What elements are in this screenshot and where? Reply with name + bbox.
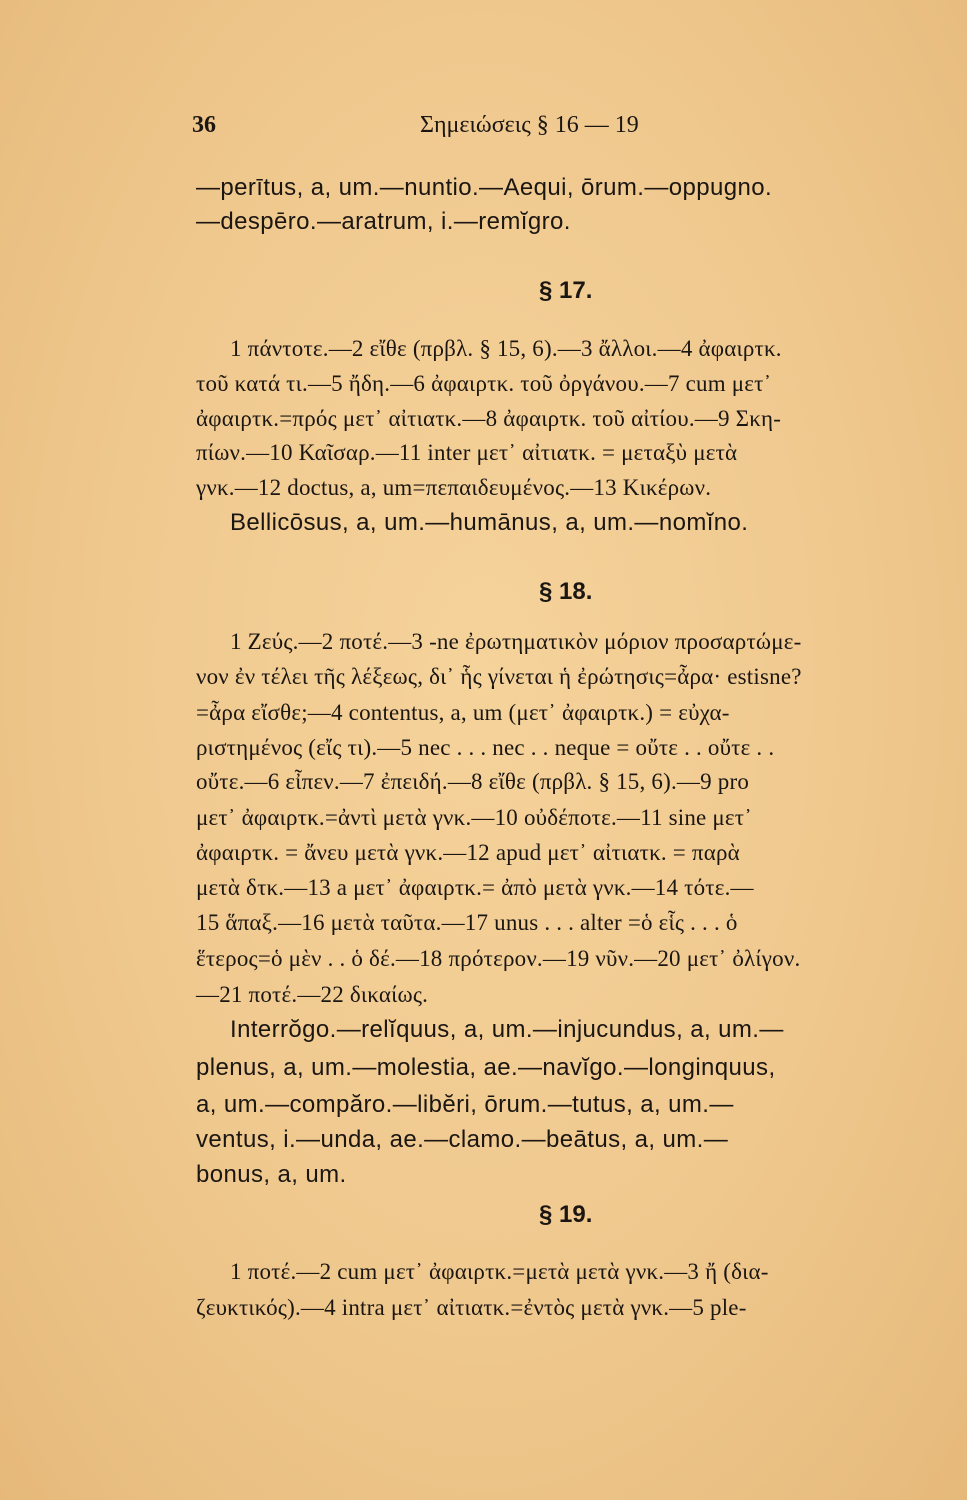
text-line: οὔτε.—6 εἶπεν.—7 ἐπειδή.—8 εἴθε (πρβλ. § 15, 6).—9 pro [196,769,750,794]
text-line: τοῦ κατά τι.—5 ἤδη.—6 ἀφαιρτκ. τοῦ ὀργάνου.—7 cum μετ᾽ [196,371,772,396]
text-line: 1 πάντοτε.—2 εἴθε (πρβλ. § 15, 6).—3 ἄλλοι.—4 ἀφαιρτκ. [230,336,782,361]
latin-vocab-line: a, um.—compăro.—libĕri, ōrum.—tutus, a, um.— [196,1091,734,1118]
text-line: =ἆρα εἴσθε;—4 contentus, a, um (μετ᾽ ἀφαιρτκ.) = εὐχα- [196,700,730,725]
section-heading-18: § 18. [539,578,593,605]
text-line: —despēro.—aratrum, i.—remĭgro. [196,208,571,235]
text-line: νον ἐν τέλει τῆς λέξεως, δι᾽ ἧς γίνεται ἡ ἐρώτησις=ἆρα· estisne? [196,664,802,689]
latin-vocab-line: plenus, a, um.—molestia, ae.—navĭgo.—longinquus, [196,1054,776,1081]
latin-vocab-line: Bellicōsus, a, um.—humānus, a, um.—nomĭno. [230,509,749,536]
text-line: —21 ποτέ.—22 δικαίως. [196,982,429,1007]
text-line: ἀφαιρτκ. = ἄνευ μετὰ γνκ.—12 apud μετ᾽ αἰτιατκ. = παρὰ [196,840,740,865]
text-line: ζευκτικός).—4 intra μετ᾽ αἰτιατκ.=ἐντὸς μετὰ γνκ.—5 ple- [196,1295,747,1320]
text-line: ἀφαιρτκ.=πρός μετ᾽ αἰτιατκ.—8 ἀφαιρτκ. τοῦ αἰτίου.—9 Σκη- [196,406,782,431]
text-line: 1 Ζεύς.—2 ποτέ.—3 -ne ἐρωτηματικὸν μόριον προσαρτώμε- [230,629,802,654]
running-title: Σημειώσεις § 16 — 19 [420,112,639,138]
text-line: μετὰ δτκ.—13 a μετ᾽ ἀφαιρτκ.= ἀπὸ μετὰ γνκ.—14 τότε.— [196,875,754,900]
section-heading-19: § 19. [539,1201,593,1228]
section-heading-17: § 17. [539,277,593,304]
text-line: —perītus, a, um.—nuntio.—Aequi, ōrum.—oppugno. [196,174,773,201]
text-line: ἕτερος=ὁ μὲν . . ὁ δέ.—18 πρότερον.—19 νῦν.—20 μετ᾽ ὀλίγον. [196,946,801,971]
text-line: πίων.—10 Καῖσαρ.—11 inter μετ᾽ αἰτιατκ. = μεταξὺ μετὰ [196,440,738,465]
latin-vocab-line: Interrŏgo.—relĭquus, a, um.—injucundus, a, um.— [230,1016,784,1043]
latin-vocab-line: ventus, i.—unda, ae.—clamo.—beātus, a, um.— [196,1126,729,1153]
page-number: 36 [192,112,216,138]
text-line: μετ᾽ ἀφαιρτκ.=ἀντὶ μετὰ γνκ.—10 οὐδέποτε.—11 sine μετ᾽ [196,805,753,830]
text-line: 1 ποτέ.—2 cum μετ᾽ ἀφαιρτκ.=μετὰ μετὰ γνκ.—3 ἤ (δια- [230,1259,769,1284]
text-line: 15 ἅπαξ.—16 μετὰ ταῦτα.—17 unus . . . alter =ὁ εἷς . . . ὁ [196,910,738,935]
latin-vocab-line: bonus, a, um. [196,1161,347,1188]
page-header [192,112,732,146]
text-line: γνκ.—12 doctus, a, um=πεπαιδευμένος.—13 Κικέρων. [196,475,712,500]
text-line: ριστημένος (εἴς τι).—5 nec . . . nec . . neque = οὔτε . . οὔτε . . [196,735,775,760]
